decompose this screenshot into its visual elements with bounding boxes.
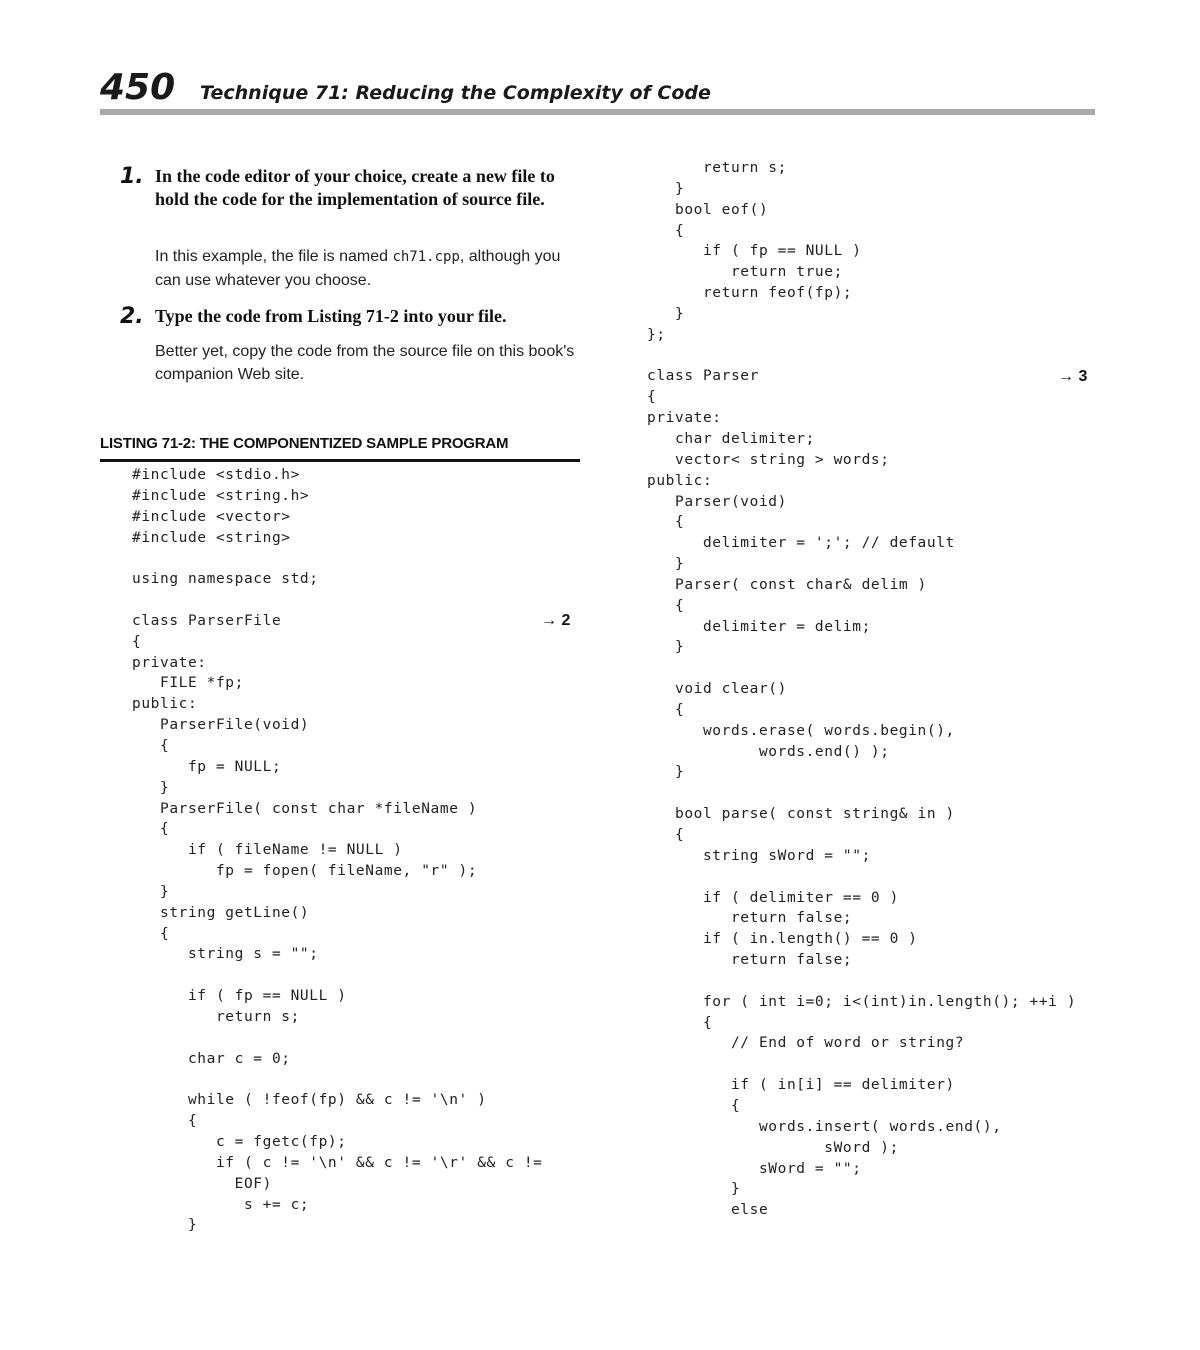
step-body-text: , although you can use whatever you choose. [155,248,561,289]
listing-rule [100,459,580,462]
step-instruction: Type the code from Listing 71-2 into your file. [155,306,507,326]
running-title: Technique 71: Reducing the Complexity of Code [200,82,711,104]
code-marker-3: → 3 [1058,368,1088,385]
step-body [155,245,575,292]
step-body: Better yet, copy the code from the source file on this book's companion Web site. [155,343,575,383]
code-marker-2: → 2 [541,612,571,629]
header-rule [100,109,1095,115]
code-listing-right: return s; } bool eof() { if ( fp == NULL ) return true; return feof(fp); } }; class Parser { private: char delimiter; vector< string > words; public: Parser(void) { delimiter = ';'; // default } Parser( const char& delim ) { delimiter = delim; } void clear() { words.erase( words.begin(), words.end() ); } bool parse( const string& in ) { string sWord = ""; if ( delimiter == 0 ) return false; if ( in.length() == 0 ) return false; for ( int i=0; i<(int)in.length(); ++i ) { // End of word or string? if ( in[i] == delimiter) { words.insert( words.end(), sWord ); sWord = ""; } else [647,160,1077,1219]
file-name: ch71.cpp [392,249,460,265]
step-number: 2. [120,304,144,329]
step-number: 1. [120,164,144,189]
step-instruction: In the code editor of your choice, create a new file to hold the code for the implementation of source file. [155,166,555,209]
step-body-text: In this example, the file is named [155,248,393,265]
code-listing-left: #include <stdio.h> #include <string.h> #include <vector> #include <string> using namespace std; class ParserFile { private: FILE *fp; public: ParserFile(void) { fp = NULL; } ParserFile( const char *fileName ) { if ( fileName != NULL ) fp = fopen( fileName, "r" ); } string getLine() { string s = ""; if ( fp == NULL ) return s; char c = 0; while ( !feof(fp) && c != '\n' ) { c = fgetc(fp); if ( c != '\n' && c != '\r' && c != EOF) s += c; } [132,467,543,1234]
listing-caption: LISTING 71-2: THE COMPONENTIZED SAMPLE PROGRAM [100,435,509,452]
page-number: 450 [100,67,176,108]
